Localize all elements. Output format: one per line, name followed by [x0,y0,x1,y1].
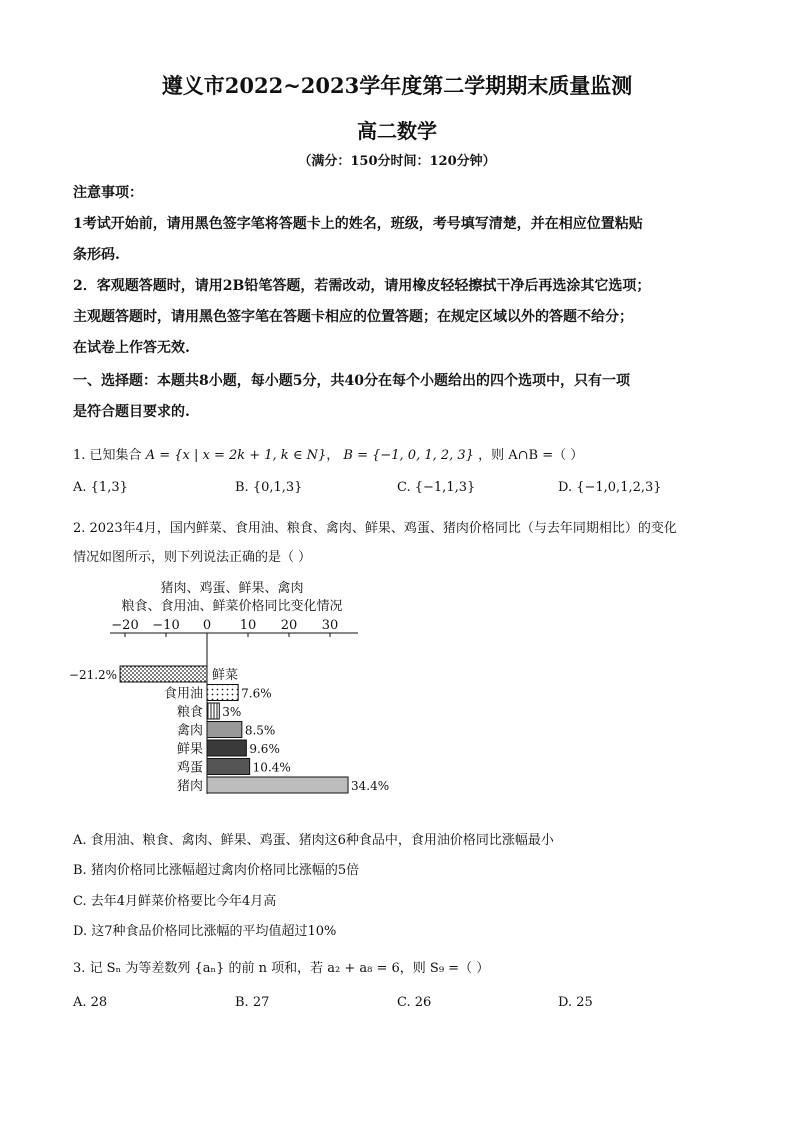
q2-option-a: A. 食用油、粮食、禽肉、鲜果、鸡蛋、猪肉这6种食品中，食用油价格同比涨幅最小 [73,833,554,848]
value-label: 9.6% [249,742,280,756]
value-label: 7.6% [241,686,272,701]
x-tick-label: 0 [202,618,212,633]
q3-stem: 3. 记 Sₙ 为等差数列 {aₙ} 的前 n 项和，若 a₂ + a₈ = 6，则 S₉ =（ ） [73,961,490,976]
value-label: 10.4% [252,760,291,775]
chart-title-2: 粮食、食用油、鲜菜价格同比变化情况 [121,599,343,614]
q2-option-c: C. 去年4月鲜菜价格要比今年4月高 [73,894,277,909]
q2-line-1: 2. 2023年4月，国内鲜菜、食用油、粮食、禽肉、鲜果、鸡蛋、猪肉价格同比（与去年同期相比）的变化 [73,521,677,536]
category-label: 鲜果 [176,742,203,757]
category-label: 粮食 [176,705,203,720]
category-label: 鸡蛋 [176,760,203,776]
price-change-chart [60,572,420,804]
q1-option-a: A. {1,3} [73,480,128,495]
q2-option-d: D. 这7种食品价格同比涨幅的平均值超过10% [73,924,337,939]
value-label: 8.5% [244,723,276,738]
q3-option-b: B. 27 [235,995,270,1010]
value-label: 34.4% [351,779,390,793]
bar-4 [207,722,242,738]
category-label: 禽肉 [176,723,203,739]
bar-3 [207,703,219,719]
q2-line-2: 情况如图所示，则下列说法正确的是（ ） [73,550,312,565]
exam-title: 遵义市2022~2023学年度第二学期期末质量监测 [161,73,633,98]
section1-line-2: 是符合题目要求的. [73,404,190,420]
notes-line-1a: 1考试开始前，请用黑色签字笔将答题卡上的姓名，班级，考号填写清楚，并在相应位置粘贴 [73,216,643,232]
q1-option-b: B. {0,1,3} [235,480,303,495]
q1-prefix: 1. 已知集合 [73,448,142,463]
x-tick-label: −20 [111,618,139,633]
q1-set-b: B = {−1, 0, 1, 2, 3} [343,448,474,463]
q3-option-a: A. 28 [73,995,108,1010]
x-tick-label: −10 [152,618,180,633]
q1-option-c: C. {−1,1,3} [397,480,476,495]
q3-option-d: D. 25 [558,995,593,1010]
bar-2 [207,685,238,701]
notes-heading: 注意事项： [73,185,143,201]
exam-subject: 高二数学 [357,119,437,143]
exam-meta: （满分：150分时间：120分钟） [298,154,496,169]
notes-line-2a: 2．客观题答题时，请用2B铅笔答题，若需改动，请用橡皮轻轻擦拭干净后再选涂其它选项； [73,278,651,294]
bar-7 [207,777,348,793]
notes-line-2c: 在试卷上作答无效. [73,340,190,356]
q3-option-c: C. 26 [397,995,432,1010]
x-tick-label: 20 [280,618,298,633]
q2-option-b: B. 猪肉价格同比涨幅超过禽肉价格同比涨幅的5倍 [73,863,360,878]
notes-line-1b: 条形码. [73,247,120,263]
bar-6 [207,759,250,775]
x-tick-label: 30 [321,618,339,633]
x-tick-label: 10 [239,618,257,633]
bar-5 [207,740,246,756]
q1-set-a: A = {x | x = 2k + 1, k ∈ N} [145,448,327,463]
category-label: 鲜菜 [212,668,239,683]
value-label: 3% [222,705,242,719]
q1-ask: ，则 A∩B =（ ） [478,448,584,463]
bar-1 [120,666,207,682]
notes-line-2b: 主观题答题时，请用黑色签字笔在答题卡相应的位置答题；在规定区域以外的答题不给分； [73,309,633,325]
q1-stem: 1. 已知集合 A = {x | x = 2k + 1, k ∈ N}， B = {−1, 0, 1, 2, 3} ，则 A∩B =（ ） [73,448,584,463]
category-label: 猪肉 [176,779,203,794]
section1-line-1: 一、选择题：本题共8小题，每小题5分，共40分在每个小题给出的四个选项中，只有一项 [73,373,630,389]
value-label: −21.2% [68,668,118,682]
chart-title-1: 猪肉、鸡蛋、鲜果、禽肉 [160,581,304,596]
category-label: 食用油 [163,686,203,702]
q1-option-d: D. {−1,0,1,2,3} [558,480,662,495]
